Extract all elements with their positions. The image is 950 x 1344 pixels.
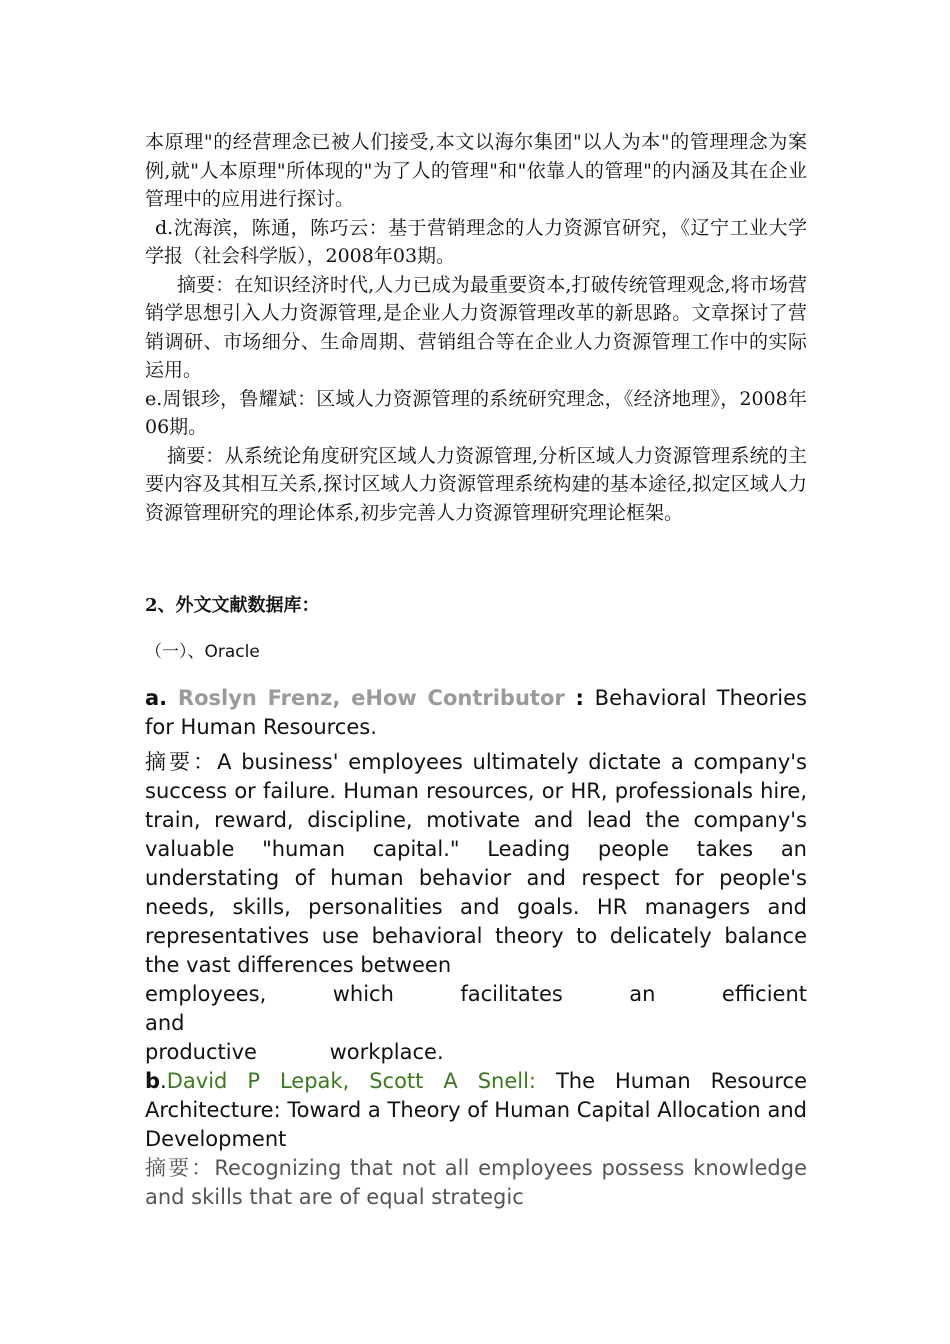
reference-e: e.周银珍，鲁耀斌：区域人力资源管理的系统研究理念，《经济地理》，2008年06期。 xyxy=(145,387,807,438)
paragraph-c-abstract-tail: 本原理"的经营理念已被人们接受,本文以海尔集团"以人为本"的管理理念为案例,就"人本原理"所体现的"为了人的管理"和"依靠人的管理"的内涵及其在企业管理中的应用进行探讨。 xyxy=(145,131,807,210)
entry-b-dot: . xyxy=(160,1069,167,1093)
entry-a-letter: a. xyxy=(145,686,178,710)
section-subtitle: （一）、Oracle xyxy=(145,642,260,662)
abstract-e: 摘要：从系统论角度研究区域人力资源管理,分析区域人力资源管理系统的主要内容及其相互关系,探讨区域人力资源管理系统构建的基本途径,拟定区域人力资源管理研究的理论体系,初步完善人力资源管理研究理论框架。 xyxy=(145,444,807,524)
section-title: 2、外文文献数据库： xyxy=(145,595,320,616)
entry-a-abstract: 摘要：A business' employees ultimately dictate a company's success or failure. Human resources, or HR, professionals hire, train, reward, discipline, motivate and lead the company's valuable "human capital." Leading people takes an understating of human behavior and respect for people's needs, skills, personalities and goals. HR managers and representatives use behavioral theory to delicately balance the vast differences between xyxy=(145,750,807,977)
entry-a-author: Roslyn Frenz, eHow Contributor xyxy=(177,686,565,710)
entry-b-abstract: 摘要：Recognizing that not all employees possess knowledge and skills that are of equal strategic xyxy=(145,1156,807,1209)
entry-a-separator: : xyxy=(564,686,595,710)
entry-b-heading xyxy=(145,1067,807,1154)
entry-b-author: David P Lepak, Scott A Snell: xyxy=(166,1069,536,1093)
abstract-d: 摘要：在知识经济时代,人力已成为最重要资本,打破传统管理观念,将市场营销学思想引入人力资源管理,是企业人力资源管理改革的新思路。文章探讨了营销调研、市场细分、生命周期、营销组合等在企业人力资源管理工作中的实际运用。 xyxy=(145,273,807,381)
entry-a-title: Behavioral Theories for Human Resources. xyxy=(145,686,807,739)
document-page xyxy=(145,128,807,1212)
entry-a-abstract-line3: productive workplace. xyxy=(145,1040,444,1064)
entry-a-heading xyxy=(145,684,807,742)
entry-a-abstract-line2: employees, which facilitates an efficient and xyxy=(145,982,807,1035)
reference-d: d.沈海滨，陈通，陈巧云：基于营销理念的人力资源官研究，《辽宁工业大学学报（社会科学版），2008年03期。 xyxy=(145,216,807,267)
entry-b-title: The Human Resource Architecture: Toward a Theory of Human Capital Allocation and Development xyxy=(145,1069,807,1151)
entry-b-letter: b xyxy=(145,1069,161,1093)
